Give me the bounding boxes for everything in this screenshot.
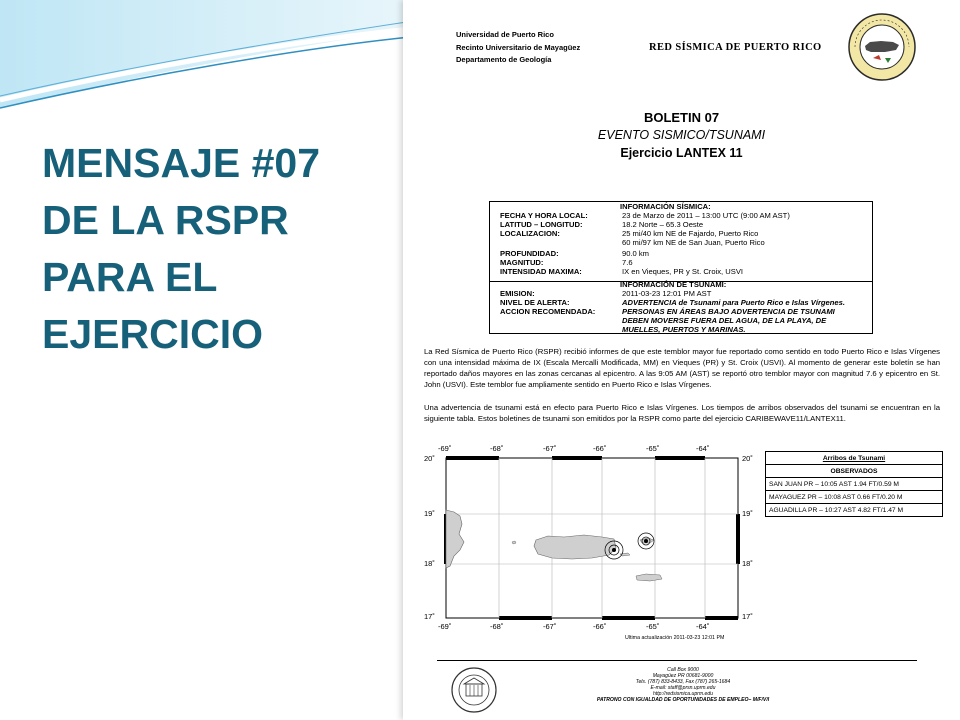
lon-tick-label: -68˚	[490, 444, 504, 453]
info-row-action	[500, 308, 868, 334]
footer-line: Mayagüez PR 00681-9000	[652, 673, 714, 680]
network-name: RED SÍSMICA DE PUERTO RICO	[649, 42, 822, 53]
info-label: PROFUNDIDAD:	[500, 249, 559, 258]
institution-line: Universidad de Puerto Rico	[456, 30, 554, 39]
footer-line: Call Box 9000	[667, 667, 699, 673]
info-value-line: MUELLES, PUERTOS Y MARINAS.	[622, 324, 746, 334]
info-label: EMISION:	[500, 289, 535, 298]
map-canvas	[424, 444, 756, 646]
info-value: IX en Vieques, PR y St. Croix, USVI	[622, 267, 743, 276]
tsunami-arrivals-table	[765, 451, 943, 517]
info-value-line: 25 mi/40 km NE de Fajardo, Puerto Rico	[622, 229, 759, 238]
info-row-location	[500, 230, 868, 248]
lon-tick-label: -67˚	[543, 444, 557, 453]
institution-line: Departamento de Geología	[456, 55, 552, 64]
title-line-4: EJERCICIO	[42, 311, 263, 357]
lon-tick-label: -67˚	[543, 622, 557, 631]
university-seal-logo	[450, 666, 498, 714]
lon-tick-label: -64˚	[696, 622, 710, 631]
map-update-note: Ultima actualización 2011-03-23 12:01 PM	[625, 635, 725, 641]
lon-tick-label: -65˚	[646, 444, 660, 453]
lat-tick-label: 19˚	[742, 509, 753, 518]
info-value	[622, 230, 868, 248]
lat-tick-label: 18˚	[742, 559, 753, 568]
bulletin-title: BOLETIN 07	[643, 110, 720, 125]
rspr-seal-logo	[847, 12, 917, 82]
info-value-line: DEBEN MOVERSE FUERA DEL AGUA, DE LA PLAYA, DE	[622, 315, 827, 325]
info-label: INTENSIDAD MAXIMA:	[500, 267, 582, 276]
tsunami-map	[424, 444, 756, 646]
info-value	[622, 308, 868, 334]
tsunami-info-heading: INFORMACIÓN DE TSUNAMI:	[620, 280, 727, 289]
table-cell: MAYAGUEZ PR – 10:08 AST 0.66 FT/0.20 M	[766, 491, 943, 504]
table-subtitle: OBSERVADOS	[766, 465, 943, 478]
table-cell: AGUADILLA PR – 10:27 AST 4.82 FT/1.47 M	[766, 504, 943, 517]
table-row	[766, 465, 943, 478]
info-label: LOCALIZACION:	[500, 229, 560, 238]
table-cell: SAN JUAN PR – 10:05 AST 1.94 FT/0.59 M	[766, 478, 943, 491]
slide-title	[42, 135, 382, 363]
table-row	[766, 452, 943, 465]
report-paragraph: La Red Sísmica de Puerto Rico (RSPR) recibió informes de que este temblor mayor fue reportado como sentido en todo Puerto Rico e Islas Vírgenes con una intensidad máxima de IX (Escala Mercalli Modificada, MM) en Vieques (PR) y St. Croix (USVI). Al momento de generar este boletín se han reportado daños mayores en las zonas cercanas al epicentro. A las 9:05 AM (AST) se reportó otro temblor mayor con magnitud 7.6 y epicentro en St. John (USVI). Este temblor fue ampliamente sentido en Puerto Rico e Islas Vírgenes.	[424, 347, 940, 389]
lon-tick-label: -68˚	[490, 622, 504, 631]
info-label: MAGNITUD:	[500, 258, 544, 267]
lat-tick-label: 20˚	[424, 454, 435, 463]
info-value: 23 de Marzo de 2011 – 13:00 UTC (9:00 AM AST)	[622, 211, 790, 220]
info-value: 2011-03-23 12:01 PM AST	[622, 289, 712, 298]
info-value: 90.0 km	[622, 249, 650, 258]
info-value: ADVERTENCIA de Tsunami para Puerto Rico e Islas Vírgenes.	[622, 298, 845, 307]
contact-footer	[523, 667, 843, 704]
info-label: NIVEL DE ALERTA:	[500, 298, 570, 307]
table-row	[766, 478, 943, 491]
title-line-2: DE LA RSPR	[42, 197, 289, 243]
exercise-name: Ejercicio LANTEX 11	[620, 146, 743, 160]
table-title: Arribos de Tsunami	[766, 452, 943, 465]
lon-tick-label: -66˚	[593, 622, 607, 631]
info-label: ACCION RECOMENDADA:	[500, 307, 596, 316]
footer-line: PATRONO CON IGUALDAD DE OPORTUNIDADES DE EMPLEO– M/F/V/I	[596, 697, 770, 704]
table-row	[766, 504, 943, 517]
info-label: LATITUD – LONGITUD:	[500, 220, 583, 229]
event-info-box	[489, 201, 873, 334]
info-row-intensity	[500, 268, 868, 277]
event-type: EVENTO SISMICO/TSUNAMI	[597, 128, 766, 142]
lat-tick-label: 19˚	[424, 509, 435, 518]
lon-tick-label: -69˚	[438, 622, 452, 631]
footer-line: Tels. (787) 833-8433, Fax (787) 265-1684	[635, 679, 731, 686]
institution-header	[456, 29, 580, 67]
lat-tick-label: 18˚	[424, 559, 435, 568]
footer-divider	[437, 660, 917, 661]
info-value-line: 60 mi/97 km NE de San Juan, Puerto Rico	[622, 237, 765, 247]
bulletin-document	[403, 0, 960, 720]
lon-tick-label: -66˚	[593, 444, 607, 453]
title-line-3: PARA EL	[42, 254, 218, 300]
lat-tick-label: 17˚	[742, 612, 753, 621]
lat-tick-label: 17˚	[424, 612, 435, 621]
warning-paragraph: Una advertencia de tsunami está en efecto para Puerto Rico e Islas Vírgenes. Los tiempos de arribos observados del tsunami se encuentran en la siguiente tabla. Estos boletines de tsunami son emitidos por la RSPR como parte del ejercicio CARIBEWAVE11/LANTEX11.	[424, 403, 940, 423]
info-value: 7.6	[622, 258, 633, 267]
title-line-1: MENSAJE #07	[42, 140, 321, 186]
lat-tick-label: 20˚	[742, 454, 753, 463]
puerto-rico-shape	[534, 535, 616, 559]
lon-tick-label: -69˚	[438, 444, 452, 453]
lon-tick-label: -65˚	[646, 622, 660, 631]
info-row-depth	[500, 250, 868, 259]
footer-line: E-mail: staff@prsn.uprm.edu	[650, 685, 716, 692]
info-value: 18.2 Norte – 65.3 Oeste	[622, 220, 704, 229]
info-label: FECHA Y HORA LOCAL:	[500, 211, 588, 220]
info-value-line: PERSONAS EN ÁREAS BAJO ADVERTENCIA DE TSUNAMI	[622, 307, 835, 316]
seismic-info-heading: INFORMACIÓN SÍSMICA:	[620, 202, 711, 211]
institution-line: Recinto Universitario de Mayagüez	[456, 42, 581, 52]
lon-tick-label: -64˚	[696, 444, 710, 453]
footer-line: http://redsismica.uprm.edu	[652, 691, 714, 698]
table-row	[766, 491, 943, 504]
